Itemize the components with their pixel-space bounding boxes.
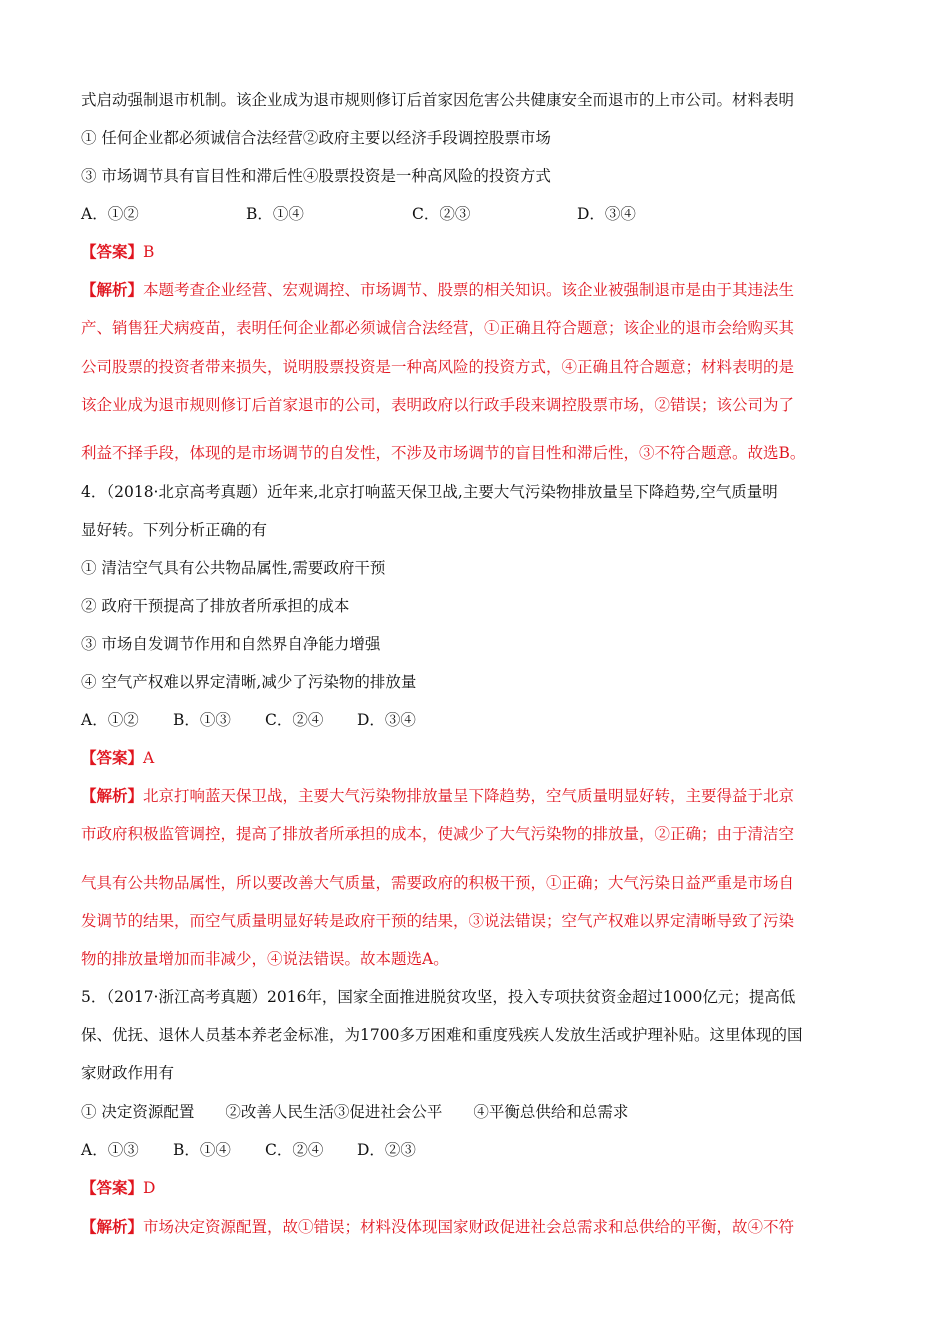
analysis-tag: 【解析】 bbox=[81, 786, 144, 805]
q3-options bbox=[81, 203, 871, 225]
q4-analysis-line: 发调节的结果，而空气质量明显好转是政府干预的结果，③说法错误；空气产权难以界定清晰导致了污染 bbox=[81, 912, 795, 930]
answer-tag: 【答案】 bbox=[81, 242, 144, 261]
answer-tag: 【答案】 bbox=[81, 748, 144, 767]
answer-value: B bbox=[143, 243, 155, 261]
q5-stem-line: 5．（2017·浙江高考真题）2016年，国家全面推进脱贫攻坚，投入专项扶贫资金超过1000亿元；提高低 bbox=[81, 988, 796, 1006]
q3-option-c: C．②③ bbox=[412, 205, 471, 223]
q4-option-b: B．①③ bbox=[173, 711, 231, 729]
q3-stem-tail: 式启动强制退市机制。该企业成为退市规则修订后首家因危害公共健康安全而退市的上市公司。材料表明 bbox=[81, 91, 795, 109]
q5-analysis-line bbox=[81, 1216, 871, 1238]
q3-analysis-line: 产、销售狂犬病疫苗，表明任何企业都必须诚信合法经营，①正确且符合题意；该企业的退市会给购买其 bbox=[81, 319, 795, 337]
q4-options bbox=[81, 709, 871, 731]
q3-option-a: A．①② bbox=[81, 205, 139, 223]
analysis-text: 本题考查企业经营、宏观调控、市场调节、股票的相关知识。该企业被强制退市是由于其违法生 bbox=[143, 281, 795, 299]
q3-option-d: D．③④ bbox=[577, 205, 636, 223]
q3-option-b: B．①④ bbox=[246, 205, 304, 223]
q5-statements: ① 决定资源配置 ②改善人民生活③促进社会公平 ④平衡总供给和总需求 bbox=[81, 1103, 629, 1121]
q5-option-d: D．②③ bbox=[357, 1141, 416, 1159]
q4-statement: ① 清洁空气具有公共物品属性,需要政府干预 bbox=[81, 559, 386, 577]
q4-analysis-line: 物的排放量增加而非减少，④说法错误。故本题选A。 bbox=[81, 950, 449, 968]
answer-tag: 【答案】 bbox=[81, 1178, 144, 1197]
q4-stem-line: 显好转。下列分析正确的有 bbox=[81, 521, 268, 539]
analysis-tag: 【解析】 bbox=[81, 280, 144, 299]
q5-stem-line: 家财政作用有 bbox=[81, 1064, 175, 1082]
q4-analysis-line: 气具有公共物品属性，所以要改善大气质量，需要政府的积极干预，①正确；大气污染日益严重是市场自 bbox=[81, 874, 795, 892]
q5-option-b: B．①④ bbox=[173, 1141, 231, 1159]
q5-options bbox=[81, 1139, 871, 1161]
q5-stem-line: 保、优抚、退休人员基本养老金标准，为1700多万困难和重度残疾人发放生活或护理补贴。这里体现的国 bbox=[81, 1026, 803, 1044]
q3-statement-2: ③ 市场调节具有盲目性和滞后性④股票投资是一种高风险的投资方式 bbox=[81, 167, 551, 185]
q5-option-c: C．②④ bbox=[265, 1141, 324, 1159]
q4-statement: ② 政府干预提高了排放者所承担的成本 bbox=[81, 597, 350, 615]
q3-analysis-line: 该企业成为退市规则修订后首家退市的公司，表明政府以行政手段来调控股票市场，②错误；该公司为了 bbox=[81, 396, 795, 414]
q3-statement-1: ① 任何企业都必须诚信合法经营②政府主要以经济手段调控股票市场 bbox=[81, 129, 551, 147]
q3-analysis-line: 利益不择手段，体现的是市场调节的自发性，不涉及市场调节的盲目性和滞后性，③不符合题意。故选B。 bbox=[81, 444, 806, 462]
q5-option-a: A．①③ bbox=[81, 1141, 139, 1159]
answer-value: A bbox=[143, 749, 155, 767]
q4-answer bbox=[81, 747, 871, 769]
q3-analysis-line: 公司股票的投资者带来损失，说明股票投资是一种高风险的投资方式，④正确且符合题意；材料表明的是 bbox=[81, 358, 795, 376]
q4-analysis-line bbox=[81, 785, 871, 807]
q4-option-c: C．②④ bbox=[265, 711, 324, 729]
q5-answer bbox=[81, 1177, 871, 1199]
analysis-text: 北京打响蓝天保卫战，主要大气污染物排放量呈下降趋势，空气质量明显好转，主要得益于北京 bbox=[143, 787, 795, 805]
q4-option-a: A．①② bbox=[81, 711, 139, 729]
q4-option-d: D．③④ bbox=[357, 711, 416, 729]
analysis-tag: 【解析】 bbox=[81, 1217, 144, 1236]
q4-stem-line: 4．（2018·北京高考真题）近年来,北京打响蓝天保卫战,主要大气污染物排放量呈下降趋势,空气质量明 bbox=[81, 483, 778, 501]
answer-value: D bbox=[143, 1179, 156, 1197]
q4-analysis-line: 市政府积极监管调控，提高了排放者所承担的成本，使减少了大气污染物的排放量，②正确；由于清洁空 bbox=[81, 825, 795, 843]
analysis-text: 市场决定资源配置，故①错误；材料没体现国家财政促进社会总需求和总供给的平衡，故④不符 bbox=[143, 1218, 795, 1236]
q4-statement: ④ 空气产权难以界定清晰,减少了污染物的排放量 bbox=[81, 673, 417, 691]
q3-analysis-line bbox=[81, 279, 871, 301]
q4-statement: ③ 市场自发调节作用和自然界自净能力增强 bbox=[81, 635, 381, 653]
q3-answer bbox=[81, 241, 871, 263]
